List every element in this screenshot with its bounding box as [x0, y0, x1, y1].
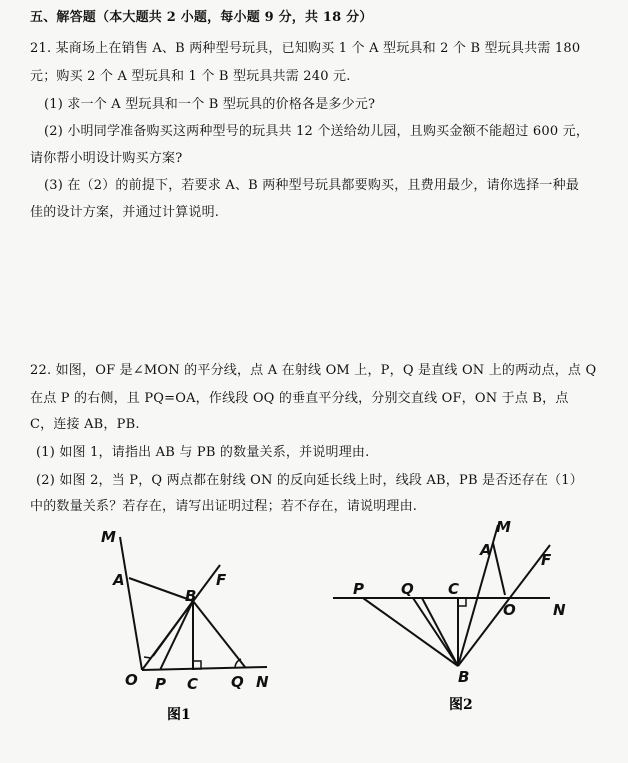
q22-line3: C，连接 AB，PB. — [30, 417, 140, 432]
fig1-label-P: P — [155, 675, 166, 693]
fig2-label-Q: Q — [401, 580, 414, 598]
q22-part1: (1) 如图 1，请指出 AB 与 PB 的数量关系，并说明理由. — [36, 445, 370, 460]
q21-part2-line2: 请你帮小明设计购买方案? — [30, 151, 183, 166]
q21-line1: 21. 某商场上在销售 A、B 两种型号玩具，已知购买 1 个 A 型玩具和 2 个 B 型玩具共需 180 — [30, 41, 581, 56]
fig1-label-Q: Q — [231, 673, 244, 691]
section-heading: 五、解答题（本大题共 2 小题，每小题 9 分，共 18 分） — [30, 10, 373, 25]
fig2-label-N: N — [553, 601, 566, 619]
figure-2 — [325, 515, 580, 715]
q22-line1: 22. 如图，OF 是∠MON 的平分线，点 A 在射线 OM 上，P，Q 是直线 ON 上的两动点，点 Q — [30, 363, 597, 378]
fig2-label-C: C — [448, 580, 460, 598]
q21-part1: (1) 求一个 A 型玩具和一个 B 型玩具的价格各是多少元? — [44, 97, 376, 112]
q22-part2-line2: 中的数量关系？若存在，请写出证明过程；若不存在，请说明理由. — [30, 499, 418, 514]
fig2-label-B: B — [458, 668, 470, 686]
fig1-label-O: O — [125, 671, 138, 689]
fig2-label-A: A — [480, 541, 492, 559]
fig2-label-O: O — [503, 601, 516, 619]
q22-part2-line1: (2) 如图 2，当 P，Q 两点都在射线 ON 的反向延长线上时，线段 AB，PB 是否还存在（1） — [36, 473, 583, 488]
fig2-label-P: P — [353, 580, 364, 598]
fig1-label-A: A — [113, 571, 125, 589]
fig1-label-C: C — [187, 675, 199, 693]
fig1-label-B: B — [185, 587, 197, 605]
q21-part2-line1: (2) 小明同学准备购买这两种型号的玩具共 12 个送给幼儿园，且购买金额不能超过 600 元， — [44, 124, 590, 139]
figure-1 — [95, 525, 285, 725]
q21-line2: 元；购买 2 个 A 型玩具和 1 个 B 型玩具共需 240 元. — [30, 69, 351, 84]
fig1-label-F: F — [216, 571, 227, 589]
fig1-label-N: N — [256, 673, 269, 691]
figure-1-caption: 图1 — [167, 707, 191, 723]
figure-2-caption: 图2 — [449, 697, 473, 713]
fig2-label-F: F — [541, 551, 552, 569]
q21-part3-line2: 佳的设计方案，并通过计算说明. — [30, 205, 220, 220]
q21-part3-line1: (3) 在（2）的前提下，若要求 A、B 两种型号玩具都要购买，且费用最少，请你选择一种最 — [44, 178, 580, 193]
figure-2-lines — [333, 525, 550, 666]
fig2-label-M: M — [496, 518, 511, 536]
fig1-label-M: M — [101, 528, 116, 546]
q22-line2: 在点 P 的右侧，且 PQ=OA，作线段 OQ 的垂直平分线，分别交直线 OF，ON 于点 B，点 — [30, 391, 569, 406]
